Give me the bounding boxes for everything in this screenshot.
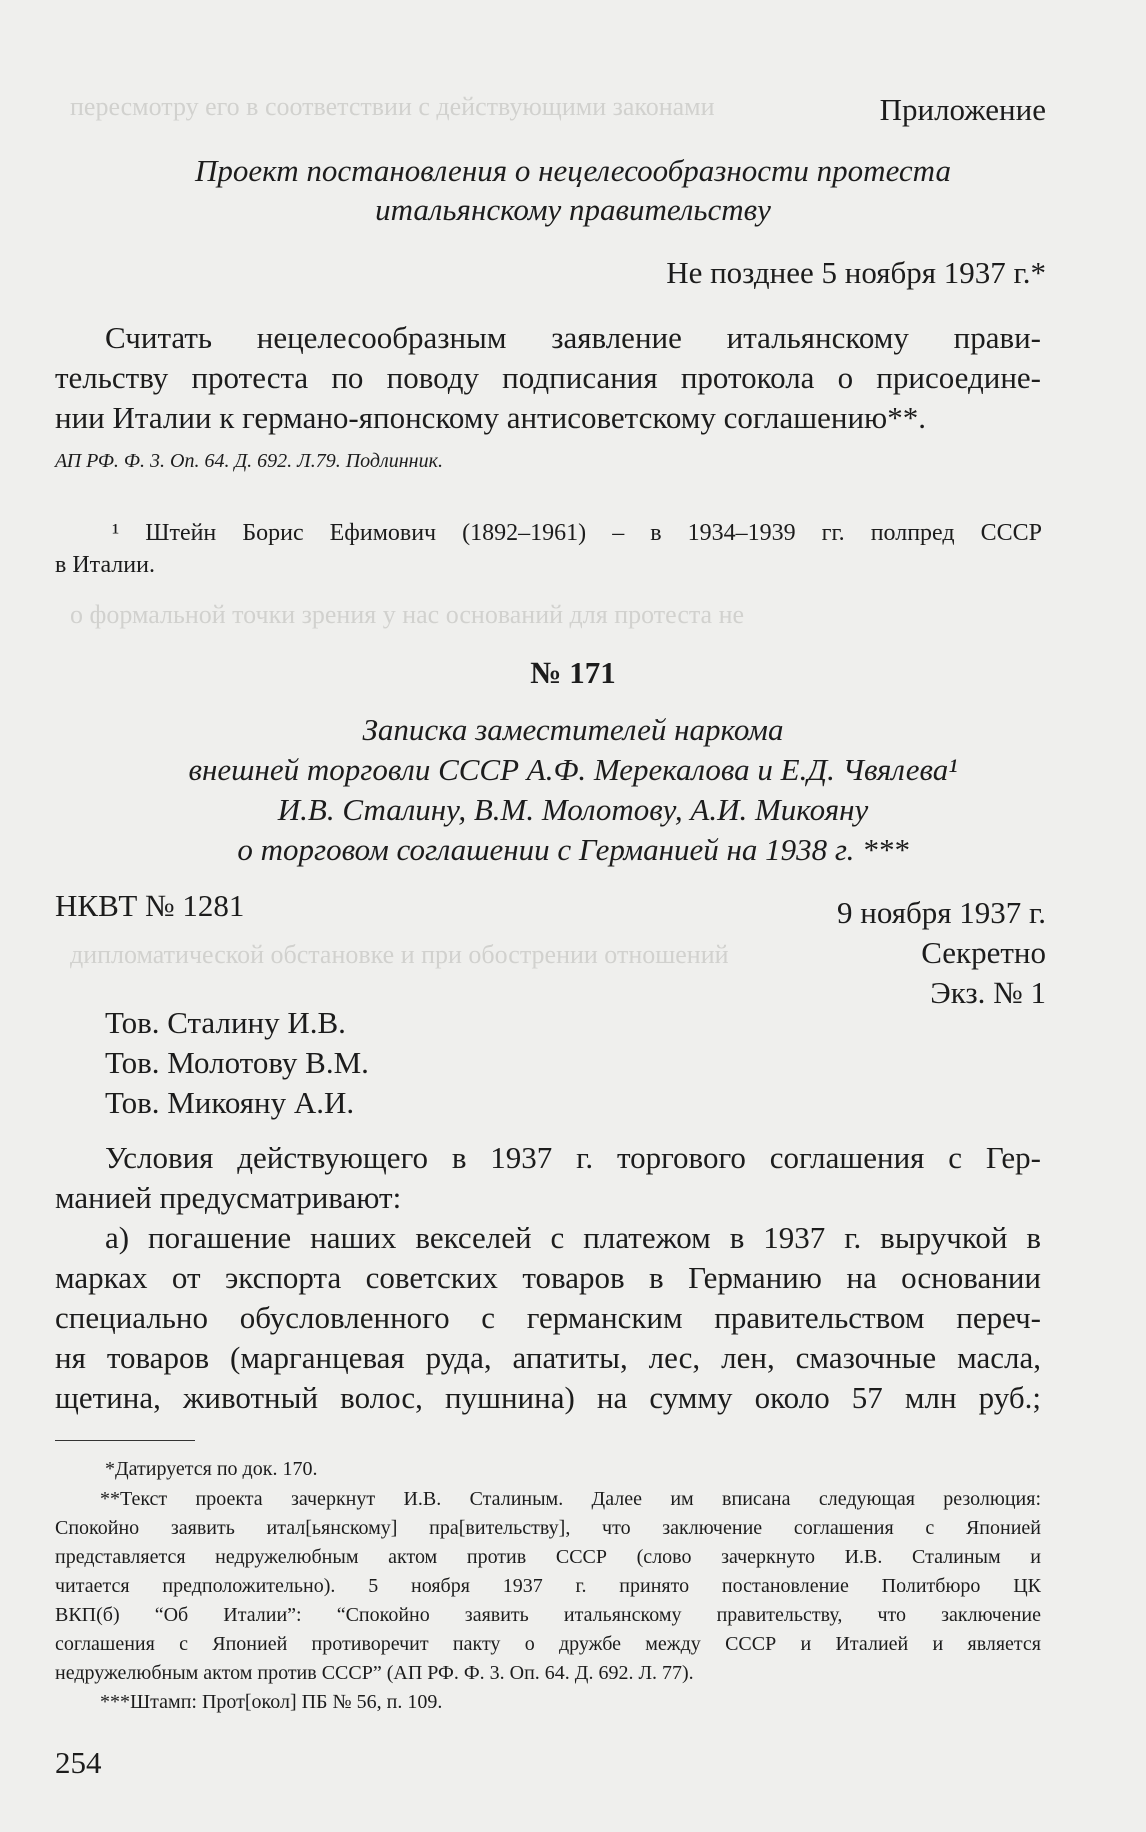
draft-source: АП РФ. Ф. 3. Оп. 64. Д. 692. Л.79. Подлинник. [55, 450, 443, 472]
body-line: а) погашение наших векселей с платежом в 1937 г. выручкой в [105, 1220, 1041, 1255]
copy-number: Экз. № 1 [930, 975, 1046, 1010]
body-line: щетина, животный волос, пушнина) на сумму около 57 млн руб.; [55, 1380, 1041, 1415]
doc-title-line: внешней торговли СССР А.Ф. Мерекалова и Е.Д. Чвялева¹ [188, 752, 958, 787]
footnote-stein: ¹ Штейн Борис Ефимович (1892–1961) – в 1934–1939 гг. полпред СССР [112, 520, 1042, 546]
body-line: ня товаров (марганцевая руда, апатиты, лес, лен, смазочные масла, [55, 1340, 1041, 1375]
body-line: Условия действующего в 1937 г. торгового соглашения с Гер- [105, 1140, 1041, 1175]
footnote: *Датируется по док. 170. [105, 1458, 318, 1480]
addressee: Тов. Микояну А.И. [105, 1085, 355, 1120]
footnote: читается предположительно). 5 ноября 1937 г. принято постановление Политбюро ЦК [55, 1575, 1041, 1597]
footnote: Спокойно заявить итал[ьянскому] пра[вительству], что заключение соглашения с Японией [55, 1517, 1041, 1539]
appendix-label: Приложение [879, 92, 1046, 127]
doc-title-line: Записка заместителей наркома [362, 712, 784, 747]
footnote: ВКП(б) “Об Италии”: “Спокойно заявить итальянскому правительству, что заключение [55, 1604, 1041, 1626]
draft-date: Не позднее 5 ноября 1937 г.* [666, 255, 1046, 290]
draft-body-line: Считать нецелесообразным заявление итальянскому прави- [105, 320, 1041, 355]
draft-body-line: тельству протеста по поводу подписания протокола о присоедине- [55, 360, 1041, 395]
bleed-through-text: дипломатической обстановке и при обострении отношений [70, 940, 729, 969]
footnote: недружелюбным актом против СССР” (АП РФ. Ф. 3. Оп. 64. Д. 692. Л. 77). [55, 1662, 694, 1684]
footnote-stein-cont: в Италии. [55, 552, 155, 578]
document-reference: НКВТ № 1281 [55, 888, 245, 923]
secrecy-mark: Секретно [921, 935, 1046, 970]
doc-title-line: о торговом соглашении с Германией на 1938 г. *** [237, 832, 909, 867]
page-number: 254 [55, 1745, 102, 1780]
draft-title-line2: итальянскому правительству [375, 192, 771, 227]
document-date: 9 ноября 1937 г. [836, 895, 1046, 930]
doc-title-line: И.В. Сталину, В.М. Молотову, А.И. Микояну [277, 792, 869, 827]
body-line: марках от экспорта советских товаров в Германию на основании [55, 1260, 1041, 1295]
draft-title-line1: Проект постановления о нецелесообразности протеста [195, 153, 951, 188]
document-number: № 171 [530, 655, 616, 690]
footnote: соглашения с Японией противоречит пакту о дружбе между СССР и Италией и является [55, 1633, 1041, 1655]
footnote: **Текст проекта зачеркнут И.В. Сталиным. Далее им вписана следующая резолюция: [100, 1488, 1041, 1510]
body-line: специально обусловленного с германским правительством переч- [55, 1300, 1041, 1335]
footnote-separator [55, 1440, 195, 1441]
addressee: Тов. Сталину И.В. [105, 1005, 346, 1040]
body-line: манией предусматривают: [55, 1180, 402, 1215]
addressee: Тов. Молотову В.М. [105, 1045, 369, 1080]
footnote: представляется недружелюбным актом против СССР (слово зачеркнуто И.В. Сталиным и [55, 1546, 1041, 1568]
draft-body-line: нии Италии к германо-японскому антисоветскому соглашению**. [55, 400, 926, 435]
bleed-through-text: о формальной точки зрения у нас оснований для протеста не [70, 600, 745, 629]
footnote: ***Штамп: Прот[окол] ПБ № 56, п. 109. [100, 1691, 443, 1713]
bleed-through-text: пересмотру его в соответствии с действующими законами [70, 92, 715, 121]
